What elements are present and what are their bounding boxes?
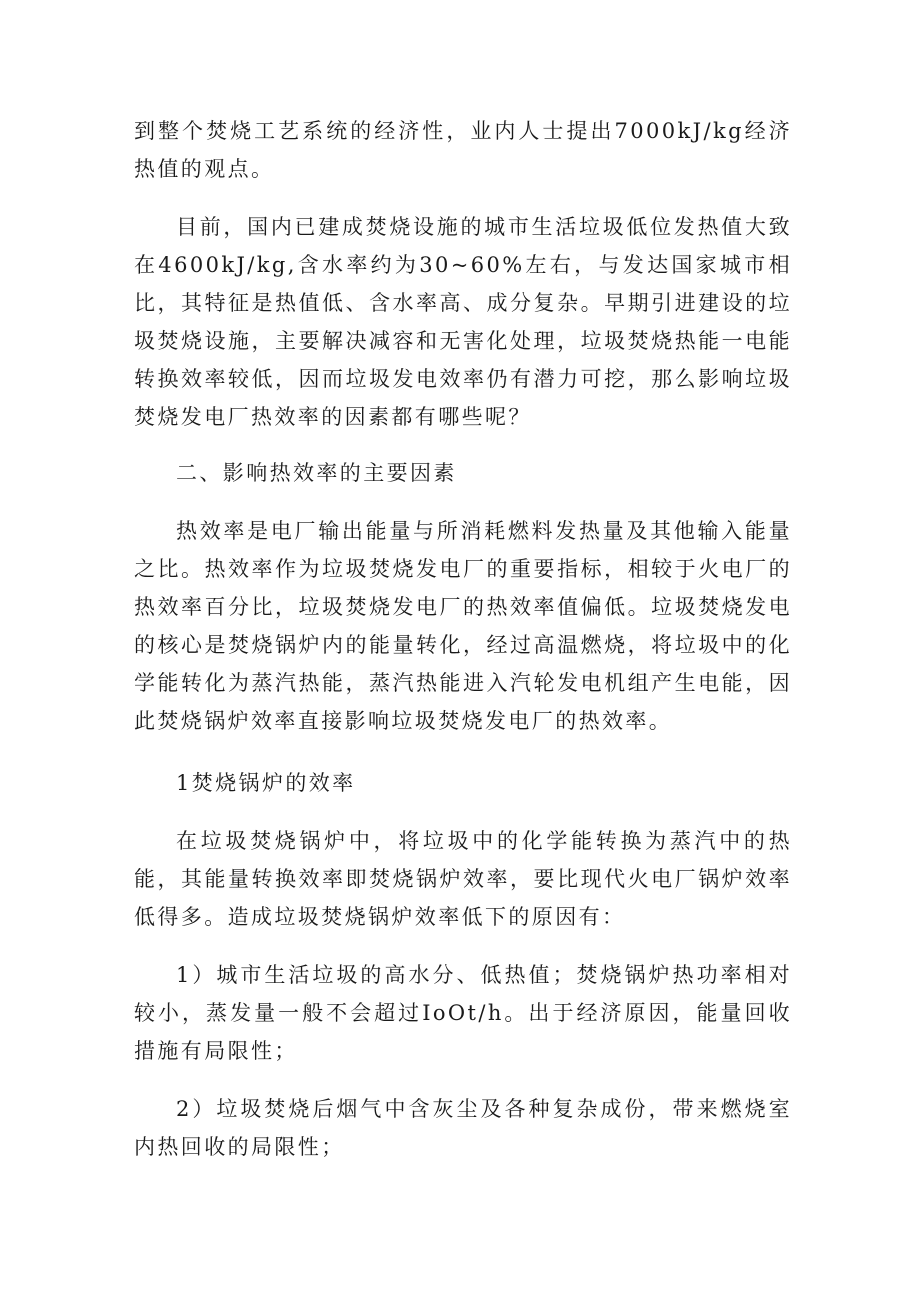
list-item-reason-2: 2）垃圾焚烧后烟气中含灰尘及各种复杂成份，带来燃烧室内热回收的局限性； <box>134 1097 792 1159</box>
paragraph-continuation: 到整个焚烧工艺系统的经济性，业内人士提出7000kJ/kg经济热值的观点。 <box>134 119 792 181</box>
subheading-boiler-efficiency: 1焚烧锅炉的效率 <box>176 771 356 795</box>
list-item-reason-1: 1）城市生活垃圾的高水分、低热值；焚烧锅炉热功率相对较小，蒸发量一般不会超过IoOt/h。出于经济原因，能量回收措施有局限性； <box>134 963 792 1063</box>
paragraph-current-status: 目前，国内已建成焚烧设施的城市生活垃圾低位发热值大致在4600kJ/kg,含水率约为30~60%左右，与发达国家城市相比，其特征是热值低、含水率高、成分复杂。早期引进建设的垃圾焚烧设施，主要解决减容和无害化处理，垃圾焚烧热能一电能转换效率较低，因而垃圾发电效率仍有潜力可挖，那么影响垃圾焚烧发电厂热效率的因素都有哪些呢？ <box>134 215 792 429</box>
section-heading-main-factors: 二、影响热效率的主要因素 <box>176 461 457 485</box>
paragraph-boiler-efficiency: 在垃圾焚烧锅炉中，将垃圾中的化学能转换为蒸汽中的热能，其能量转换效率即焚烧锅炉效率，要比现代火电厂锅炉效率低得多。造成垃圾焚烧锅炉效率低下的原因有： <box>134 829 792 929</box>
paragraph-thermal-efficiency: 热效率是电厂输出能量与所消耗燃料发热量及其他输入能量之比。热效率作为垃圾焚烧发电厂的重要指标，相较于火电厂的热效率百分比，垃圾焚烧发电厂的热效率值偏低。垃圾焚烧发电的核心是焚烧锅炉内的能量转化，经过高温燃烧，将垃圾中的化学能转化为蒸汽热能，蒸汽热能进入汽轮发电机组产生电能，因此焚烧锅炉效率直接影响垃圾焚烧发电厂的热效率。 <box>134 519 792 733</box>
